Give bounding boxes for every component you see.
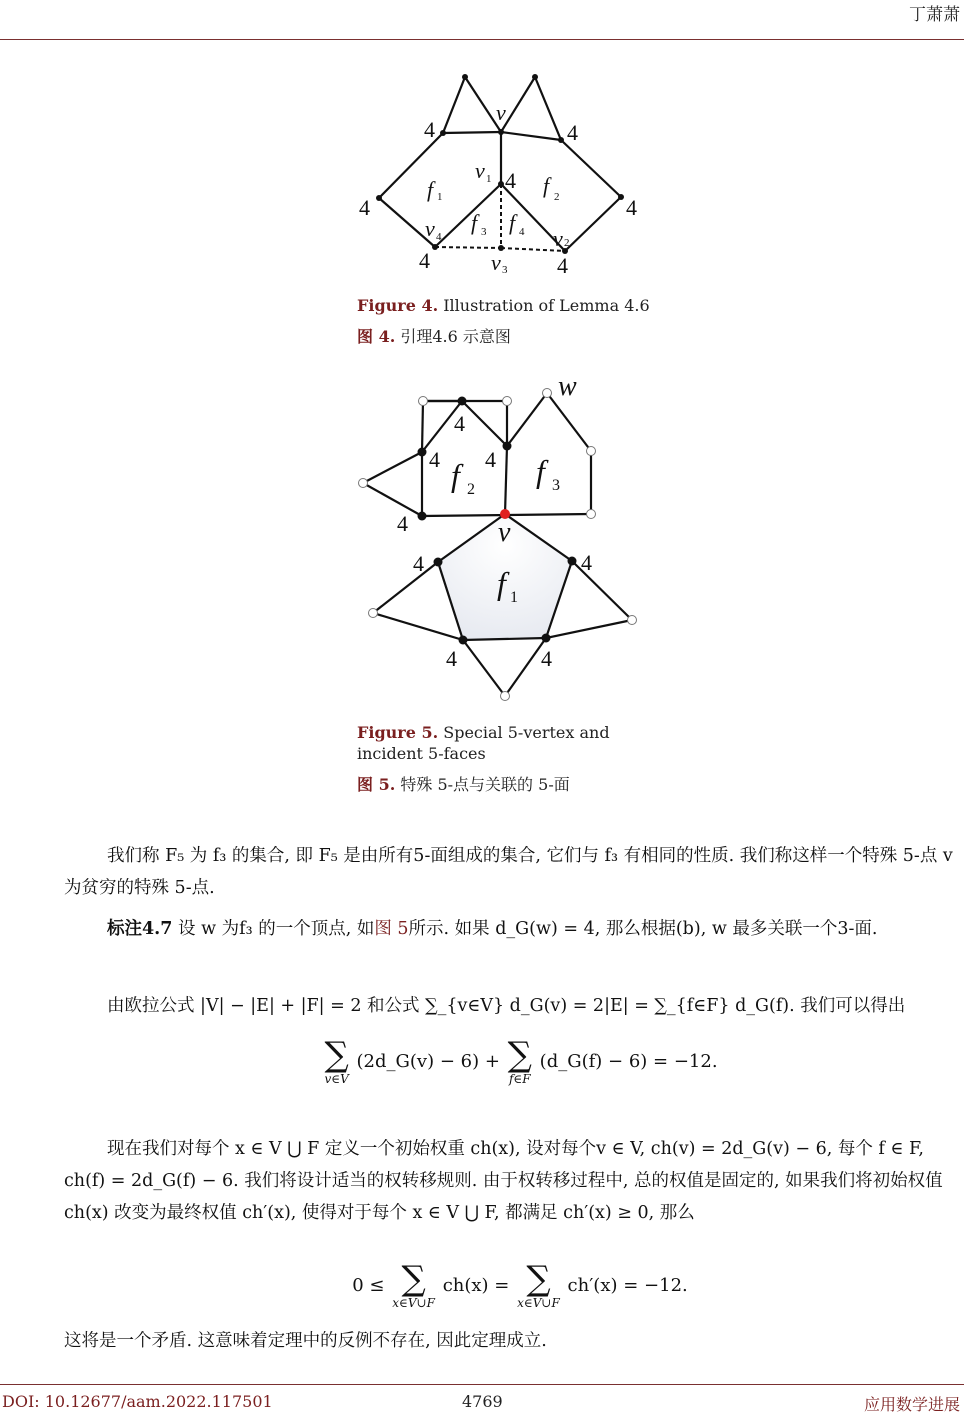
fig4-degree-label: 4 (567, 120, 578, 145)
equation-term-vertex: (2d_G(v) − 6) + (356, 1051, 500, 1072)
sum-symbol-initial: ∑ x∈V∪F (392, 1259, 435, 1310)
equation-final-charge: ch′(x) = −12. (567, 1275, 688, 1296)
fig4-label-v1: v (475, 158, 485, 183)
figure-4-caption-cn-text: 引理4.6 示意图 (400, 327, 511, 346)
fig4-label-v4-sub: 4 (436, 231, 442, 243)
figure-5-caption-cn-label: 图 5. (357, 775, 396, 794)
fig4-label-v2-sub: 2 (564, 237, 570, 249)
equation-charge-sum (300, 1259, 740, 1310)
paragraph-euler-formula: 由欧拉公式 |V| − |E| + |F| = 2 和公式 ∑_{v∈V} d_G(v) = 2|E| = ∑_{f∈F} d_G(f). 我们可以得出 (107, 996, 906, 1016)
fig5-degree-label: 4 (454, 411, 465, 436)
figure-5-caption-text-line1: Special 5-vertex and (443, 723, 610, 742)
remark-4-7 (64, 913, 964, 945)
figure-5-caption-cn (357, 774, 570, 795)
fig5-label-f3: f (536, 453, 545, 489)
fig4-label-f4: f (509, 210, 516, 235)
sum-symbol-f: ∑ f∈F (507, 1035, 532, 1086)
fig5-degree-label: 4 (485, 447, 496, 472)
fig4-label-f3: f (471, 210, 478, 235)
running-header-author: 丁萧萧 (909, 5, 960, 25)
header-divider (0, 39, 964, 40)
fig4-degree-label: 4 (505, 168, 516, 193)
fig5-degree-label: 4 (413, 551, 424, 576)
fig5-degree-label: 4 (397, 511, 408, 536)
fig4-degree-label: 4 (359, 195, 370, 220)
fig4-degree-label: 4 (424, 117, 435, 142)
footer-page-number: 4769 (462, 1392, 503, 1411)
fig5-degree-label: 4 (446, 646, 457, 671)
fig4-label-f2-sub: 2 (554, 191, 560, 203)
remark-text-pre: 设 w 为f₃ 的一个顶点, 如 (178, 919, 375, 939)
fig5-degree-label: 4 (581, 550, 592, 575)
remark-text-post: 所示. 如果 d_G(w) = 4, 那么根据(b), w 最多关联一个3-面. (408, 919, 878, 939)
fig4-label-v2: v (553, 226, 563, 251)
figure-5-link[interactable]: 图 5 (374, 919, 409, 939)
fig5-degree-label: 4 (429, 447, 440, 472)
fig5-degree-label: 4 (541, 646, 552, 671)
figure-5-caption (357, 722, 610, 764)
figure-5-caption-cn-text: 特殊 5-点与关联的 5-面 (400, 775, 570, 794)
fig5-label-f1-sub: 1 (510, 589, 518, 606)
remark-label: 标注4.7 (107, 919, 173, 939)
paragraph-conclusion: 这将是一个矛盾. 这意味着定理中的反例不存在, 因此定理成立. (64, 1331, 547, 1351)
fig5-label-f2: f (451, 457, 460, 493)
figure-4-caption-cn-label: 图 4. (357, 327, 396, 346)
equation-euler-sum (300, 1035, 740, 1086)
equation-zero-leq: 0 ≤ (352, 1275, 385, 1296)
figure-5 (355, 370, 645, 705)
figure-4 (355, 70, 645, 285)
paragraph-poor-special-vertex: 我们称 F₅ 为 f₃ 的集合, 即 F₅ 是由所有5-面组成的集合, 它们与 f₃ 有相同的性质. 我们称这样一个特殊 5-点 v 为贫穷的特殊 5-点. (64, 846, 953, 898)
sum-symbol-final: ∑ x∈V∪F (517, 1259, 560, 1310)
equation-initial-charge: ch(x) = (442, 1275, 510, 1296)
fig5-label-f1: f (497, 565, 506, 601)
figure-4-caption-text: Illustration of Lemma 4.6 (443, 296, 650, 315)
paragraph-charge-definition: 现在我们对每个 x ∈ V ⋃ F 定义一个初始权重 ch(x), 设对每个v ∈ V, ch(v) = 2d_G(v) − 6, 每个 f ∈ F, ch(f) = 2d_G(f) − 6. 我们将设计适当的权转移规则. 由于权转移过程中, 总的权值是固定的, 如果我们将初始权值 ch(x) 改变为最终权值 ch′(x), 使得对于每个 x ∈ V ⋃ F, 都满足 ch′(x) ≥ 0, 那么 (64, 1139, 943, 1223)
figure-5-caption-text-line2: incident 5-faces (357, 744, 486, 763)
fig4-label-v3: v (491, 250, 501, 275)
fig4-label-v3-sub: 3 (502, 264, 508, 276)
fig4-degree-label: 4 (626, 195, 637, 220)
fig4-label-f4-sub: 4 (519, 226, 525, 238)
fig4-label-f2: f (543, 173, 550, 198)
fig4-label-f3-sub: 3 (481, 226, 487, 238)
fig5-label-f2-sub: 2 (467, 481, 475, 498)
figure-4-caption (357, 295, 650, 316)
fig4-label-f1-sub: 1 (437, 191, 443, 203)
fig4-degree-label: 4 (557, 253, 568, 278)
fig5-label-f3-sub: 3 (552, 477, 560, 494)
fig4-label-v4: v (425, 216, 435, 241)
fig5-label-w: w (558, 371, 577, 402)
footer-divider (0, 1384, 964, 1385)
footer-journal-name: 应用数学进展 (863, 1395, 960, 1414)
fig4-degree-label: 4 (419, 248, 430, 273)
sum-symbol-v: ∑ v∈V (324, 1035, 349, 1086)
footer-doi-link[interactable]: DOI: 10.12677/aam.2022.117501 (2, 1392, 273, 1411)
equation-term-face: (d_G(f) − 6) = −12. (539, 1051, 718, 1072)
figure-5-caption-label: Figure 5. (357, 723, 439, 742)
fig4-label-v1-sub: 1 (486, 173, 492, 185)
fig4-label-f1: f (427, 177, 434, 202)
figure-4-caption-label: Figure 4. (357, 296, 439, 315)
figure-4-caption-cn (357, 326, 511, 347)
fig5-label-v: v (498, 517, 511, 548)
fig4-label-v: v (496, 100, 506, 125)
